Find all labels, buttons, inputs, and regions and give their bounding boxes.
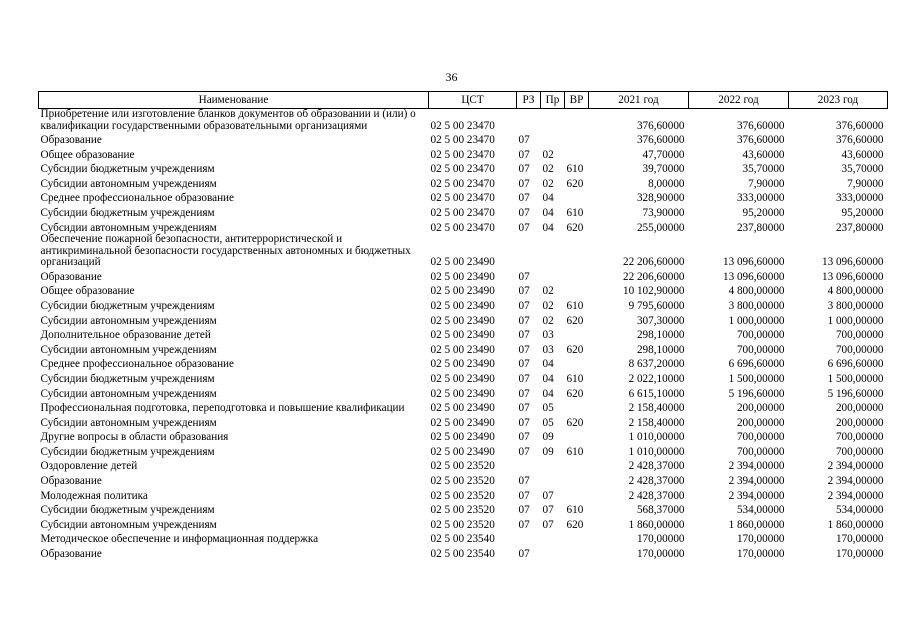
row-vr: 610 (566, 163, 584, 176)
row-rz: 07 (518, 207, 530, 220)
row-vr: 610 (566, 504, 584, 517)
row-2023: 170,00000 (835, 533, 884, 546)
row-rz: 07 (518, 358, 530, 371)
row-2022: 376,60000 (736, 134, 785, 147)
row-vr (565, 132, 589, 147)
table-row (39, 205, 888, 220)
row-2023: 2 394,00000 (827, 475, 884, 488)
row-rz: 07 (518, 163, 530, 176)
row-cst: 02 5 00 23540 (430, 548, 495, 561)
row-2021: 47,70000 (642, 148, 685, 161)
row-2023: 534,00000 (835, 504, 884, 517)
row-2021: 10 102,90000 (622, 285, 685, 298)
table-header-row (39, 92, 888, 109)
table-row (39, 444, 888, 459)
row-name: Образование (40, 548, 102, 561)
row-2023: 7,90000 (847, 177, 884, 190)
row-name: Оздоровление детей (40, 460, 138, 473)
row-vr (565, 190, 589, 205)
row-pr: 07 (542, 504, 554, 517)
row-rz (517, 109, 541, 133)
row-name: Другие вопросы в области образования (40, 431, 229, 444)
row-cst: 02 5 00 23470 (430, 221, 495, 234)
row-2022: 200,00000 (736, 402, 785, 415)
row-2023: 6 696,60000 (827, 358, 884, 371)
row-2021: 376,60000 (636, 119, 685, 132)
table-row (39, 356, 888, 371)
row-2022: 700,00000 (736, 329, 785, 342)
row-pr: 02 (542, 163, 554, 176)
row-cst: 02 5 00 23490 (430, 256, 495, 269)
row-rz: 07 (518, 518, 530, 531)
row-rz: 07 (518, 445, 530, 458)
row-2021: 39,70000 (642, 163, 685, 176)
row-name: Субсидии бюджетным учреждениям (40, 504, 215, 517)
row-2021: 2 022,10000 (628, 372, 685, 385)
row-rz: 07 (518, 314, 530, 327)
row-rz: 07 (518, 134, 530, 147)
row-2023: 43,60000 (841, 148, 884, 161)
row-rz: 07 (518, 148, 530, 161)
row-name: Субсидии автономным учреждениям (40, 518, 217, 531)
row-rz: 07 (518, 343, 530, 356)
row-name: Приобретение или изготовление бланков документов об образовании и (или) о квалификации государственными образовательными организациями (40, 108, 416, 132)
row-2021: 1 010,00000 (628, 431, 685, 444)
row-2021: 73,90000 (642, 207, 685, 220)
row-cst: 02 5 00 23470 (430, 207, 495, 220)
row-2021: 8,00000 (648, 177, 685, 190)
row-name: Молодежная политика (40, 489, 148, 502)
row-2023: 237,80000 (835, 221, 884, 234)
row-pr (541, 531, 565, 546)
row-pr: 04 (542, 207, 554, 220)
row-rz: 07 (518, 270, 530, 283)
row-rz: 07 (518, 475, 530, 488)
row-2023: 200,00000 (835, 416, 884, 429)
row-cst: 02 5 00 23490 (430, 445, 495, 458)
row-vr: 620 (566, 177, 584, 190)
row-rz: 07 (518, 548, 530, 561)
row-pr: 02 (542, 299, 554, 312)
row-2023: 700,00000 (835, 329, 884, 342)
row-pr: 09 (542, 431, 554, 444)
row-cst: 02 5 00 23490 (430, 402, 495, 415)
row-rz: 07 (518, 177, 530, 190)
row-vr: 610 (566, 372, 584, 385)
row-vr (565, 234, 589, 269)
row-pr: 02 (542, 177, 554, 190)
header-vr: ВР (565, 92, 589, 109)
row-2021: 8 637,20000 (628, 358, 685, 371)
row-name: Обеспечение пожарной безопасности, антитеррористической и антикриминальной безопасности государственных автономных и бюджетных организаций (40, 233, 411, 269)
row-2021: 2 158,40000 (628, 402, 685, 415)
row-vr (565, 488, 589, 503)
row-pr: 04 (542, 221, 554, 234)
row-2023: 3 800,00000 (827, 299, 884, 312)
row-cst: 02 5 00 23470 (430, 119, 495, 132)
row-2021: 22 206,60000 (622, 270, 685, 283)
row-2021: 376,60000 (636, 134, 685, 147)
row-2021: 255,00000 (636, 221, 685, 234)
row-pr (541, 109, 565, 133)
header-cst: ЦСТ (429, 92, 517, 109)
row-pr: 02 (542, 314, 554, 327)
row-name: Среднее профессиональное образование (40, 192, 235, 205)
row-pr: 02 (542, 148, 554, 161)
row-2021: 1 860,00000 (628, 518, 685, 531)
page-number: 36 (445, 70, 458, 84)
row-vr: 610 (566, 207, 584, 220)
header-year-2021: 2021 год (589, 92, 689, 109)
row-cst: 02 5 00 23520 (430, 460, 495, 473)
row-cst: 02 5 00 23520 (430, 475, 495, 488)
row-2023: 1 860,00000 (827, 518, 884, 531)
row-name: Субсидии бюджетным учреждениям (40, 445, 215, 458)
row-2022: 376,60000 (736, 119, 785, 132)
row-2021: 298,10000 (636, 329, 685, 342)
row-2023: 376,60000 (835, 119, 884, 132)
table-row (39, 429, 888, 444)
table-row (39, 371, 888, 386)
row-2022: 95,20000 (742, 207, 785, 220)
row-2022: 43,60000 (742, 148, 785, 161)
table-row (39, 531, 888, 546)
row-rz: 07 (518, 299, 530, 312)
row-vr (565, 327, 589, 342)
row-2023: 700,00000 (835, 431, 884, 444)
table-row (39, 298, 888, 313)
row-name: Общее образование (40, 285, 135, 298)
row-2022: 2 394,00000 (728, 475, 785, 488)
row-rz (517, 234, 541, 269)
row-2023: 35,70000 (841, 163, 884, 176)
row-name: Субсидии автономным учреждениям (40, 177, 217, 190)
row-2021: 9 795,60000 (628, 299, 685, 312)
row-vr: 620 (566, 416, 584, 429)
row-2022: 3 800,00000 (728, 299, 785, 312)
table-row (39, 385, 888, 400)
row-2022: 170,00000 (736, 533, 785, 546)
row-rz: 07 (518, 329, 530, 342)
row-vr: 610 (566, 299, 584, 312)
table-row (39, 132, 888, 147)
row-2022: 5 196,60000 (728, 387, 785, 400)
row-rz: 07 (518, 416, 530, 429)
table-row (39, 473, 888, 488)
header-pr: Пр (541, 92, 565, 109)
table-row (39, 312, 888, 327)
row-2021: 328,90000 (636, 192, 685, 205)
row-vr: 620 (566, 221, 584, 234)
row-2021: 2 428,37000 (628, 460, 685, 473)
row-name: Субсидии бюджетным учреждениям (40, 207, 215, 220)
row-pr (541, 473, 565, 488)
row-2022: 1 000,00000 (728, 314, 785, 327)
row-pr: 03 (542, 329, 554, 342)
header-rz: РЗ (517, 92, 541, 109)
row-2021: 170,00000 (636, 548, 685, 561)
row-cst: 02 5 00 23490 (430, 372, 495, 385)
table-row (39, 176, 888, 191)
table-row (39, 400, 888, 415)
row-cst: 02 5 00 23490 (430, 358, 495, 371)
table-row (39, 502, 888, 517)
table-row (39, 161, 888, 176)
budget-table (38, 91, 888, 561)
row-2023: 200,00000 (835, 402, 884, 415)
row-vr (565, 147, 589, 162)
row-cst: 02 5 00 23490 (430, 416, 495, 429)
table-row (39, 488, 888, 503)
row-pr: 05 (542, 416, 554, 429)
row-rz: 07 (518, 192, 530, 205)
row-2022: 1 500,00000 (728, 372, 785, 385)
row-pr (541, 132, 565, 147)
row-2023: 333,00000 (835, 192, 884, 205)
row-2022: 700,00000 (736, 431, 785, 444)
row-2023: 4 800,00000 (827, 285, 884, 298)
row-vr (565, 458, 589, 473)
row-cst: 02 5 00 23470 (430, 148, 495, 161)
row-cst: 02 5 00 23520 (430, 489, 495, 502)
row-rz (517, 531, 541, 546)
row-2023: 1 000,00000 (827, 314, 884, 327)
row-rz (517, 458, 541, 473)
row-2021: 568,37000 (636, 504, 685, 517)
row-cst: 02 5 00 23470 (430, 192, 495, 205)
row-cst: 02 5 00 23520 (430, 518, 495, 531)
row-pr (541, 269, 565, 284)
row-2021: 298,10000 (636, 343, 685, 356)
row-vr: 610 (566, 445, 584, 458)
row-name: Субсидии автономным учреждениям (40, 314, 217, 327)
row-pr: 04 (542, 358, 554, 371)
header-year-2023: 2023 год (789, 92, 888, 109)
row-name: Дополнительное образование детей (40, 329, 211, 342)
table-row (39, 283, 888, 298)
row-pr: 05 (542, 402, 554, 415)
table-row (39, 220, 888, 235)
row-2022: 13 096,60000 (722, 256, 785, 269)
row-2022: 2 394,00000 (728, 460, 785, 473)
row-2023: 700,00000 (835, 343, 884, 356)
row-2021: 2 428,37000 (628, 475, 685, 488)
row-name: Образование (40, 134, 102, 147)
row-pr: 04 (542, 387, 554, 400)
row-2023: 5 196,60000 (827, 387, 884, 400)
table-row (39, 415, 888, 430)
row-name: Субсидии автономным учреждениям (40, 416, 217, 429)
row-cst: 02 5 00 23490 (430, 285, 495, 298)
row-name: Образование (40, 475, 102, 488)
row-rz: 07 (518, 402, 530, 415)
table-body (39, 109, 888, 561)
row-2023: 700,00000 (835, 445, 884, 458)
row-2022: 333,00000 (736, 192, 785, 205)
row-pr: 09 (542, 445, 554, 458)
row-rz: 07 (518, 489, 530, 502)
row-pr: 03 (542, 343, 554, 356)
row-vr: 620 (566, 314, 584, 327)
row-pr (541, 234, 565, 269)
row-cst: 02 5 00 23520 (430, 504, 495, 517)
row-2022: 13 096,60000 (722, 270, 785, 283)
row-vr (565, 109, 589, 133)
row-name: Субсидии автономным учреждениям (40, 387, 217, 400)
row-cst: 02 5 00 23490 (430, 431, 495, 444)
table-row (39, 234, 888, 269)
row-2022: 534,00000 (736, 504, 785, 517)
row-vr: 620 (566, 387, 584, 400)
row-name: Субсидии автономным учреждениям (40, 221, 217, 234)
header-name: Наименование (39, 92, 429, 109)
row-rz: 07 (518, 285, 530, 298)
row-vr (565, 531, 589, 546)
row-2022: 700,00000 (736, 445, 785, 458)
row-name: Образование (40, 270, 102, 283)
row-cst: 02 5 00 23470 (430, 134, 495, 147)
row-2023: 2 394,00000 (827, 460, 884, 473)
row-cst: 02 5 00 23470 (430, 177, 495, 190)
table-row (39, 458, 888, 473)
row-2021: 6 615,10000 (628, 387, 685, 400)
row-2023: 13 096,60000 (821, 270, 884, 283)
row-name: Субсидии бюджетным учреждениям (40, 372, 215, 385)
row-cst: 02 5 00 23490 (430, 314, 495, 327)
row-2022: 700,00000 (736, 343, 785, 356)
row-cst: 02 5 00 23490 (430, 387, 495, 400)
row-pr: 02 (542, 285, 554, 298)
table-row (39, 517, 888, 532)
row-2021: 2 428,37000 (628, 489, 685, 502)
row-rz: 07 (518, 431, 530, 444)
row-pr (541, 546, 565, 561)
row-vr (565, 546, 589, 561)
row-2022: 200,00000 (736, 416, 785, 429)
row-2021: 1 010,00000 (628, 445, 685, 458)
row-2021: 307,30000 (636, 314, 685, 327)
row-name: Общее образование (40, 148, 135, 161)
row-2022: 4 800,00000 (728, 285, 785, 298)
row-2023: 1 500,00000 (827, 372, 884, 385)
row-cst: 02 5 00 23490 (430, 343, 495, 356)
table-row (39, 342, 888, 357)
row-name: Методическое обеспечение и информационная поддержка (40, 533, 319, 546)
row-rz: 07 (518, 221, 530, 234)
row-name: Субсидии автономным учреждениям (40, 343, 217, 356)
row-vr (565, 400, 589, 415)
row-rz: 07 (518, 504, 530, 517)
row-vr (565, 269, 589, 284)
table-row (39, 327, 888, 342)
row-2021: 22 206,60000 (622, 256, 685, 269)
row-cst: 02 5 00 23490 (430, 270, 495, 283)
row-cst: 02 5 00 23490 (430, 329, 495, 342)
row-2023: 376,60000 (835, 134, 884, 147)
row-vr (565, 473, 589, 488)
row-name: Субсидии бюджетным учреждениям (40, 163, 215, 176)
row-pr: 04 (542, 372, 554, 385)
table-row (39, 546, 888, 561)
row-vr (565, 283, 589, 298)
row-rz: 07 (518, 372, 530, 385)
row-2023: 170,00000 (835, 548, 884, 561)
header-year-2022: 2022 год (689, 92, 789, 109)
row-2023: 95,20000 (841, 207, 884, 220)
row-cst: 02 5 00 23540 (430, 533, 495, 546)
row-vr: 620 (566, 343, 584, 356)
row-2022: 6 696,60000 (728, 358, 785, 371)
row-name: Профессиональная подготовка, переподготовка и повышение квалификации (40, 402, 405, 415)
row-2022: 1 860,00000 (728, 518, 785, 531)
row-2022: 237,80000 (736, 221, 785, 234)
table-row (39, 190, 888, 205)
row-2023: 2 394,00000 (827, 489, 884, 502)
row-2023: 13 096,60000 (821, 256, 884, 269)
table-row (39, 109, 888, 133)
row-2022: 35,70000 (742, 163, 785, 176)
row-cst: 02 5 00 23470 (430, 163, 495, 176)
table-row (39, 269, 888, 284)
row-vr (565, 429, 589, 444)
row-name: Среднее профессиональное образование (40, 358, 235, 371)
row-pr: 04 (542, 192, 554, 205)
row-vr (565, 356, 589, 371)
row-pr: 07 (542, 518, 554, 531)
row-rz: 07 (518, 387, 530, 400)
row-cst: 02 5 00 23490 (430, 299, 495, 312)
row-pr: 07 (542, 489, 554, 502)
row-pr (541, 458, 565, 473)
row-2021: 2 158,40000 (628, 416, 685, 429)
row-2022: 170,00000 (736, 548, 785, 561)
row-2022: 2 394,00000 (728, 489, 785, 502)
row-2021: 170,00000 (636, 533, 685, 546)
row-name: Субсидии бюджетным учреждениям (40, 299, 215, 312)
row-2022: 7,90000 (748, 177, 785, 190)
row-vr: 620 (566, 518, 584, 531)
table-row (39, 147, 888, 162)
